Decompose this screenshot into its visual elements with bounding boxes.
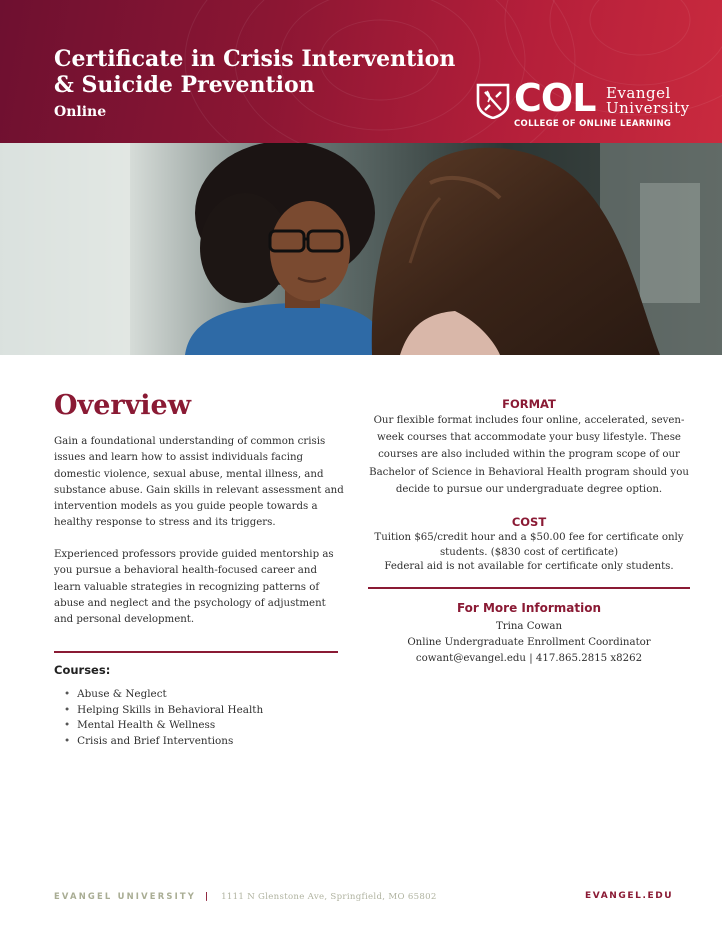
overview-paragraph-1: Gain a foundational understanding of common crisis issues and learn how to assist individuals facing domestic violence, sexual abuse, mental illness, and substance abuse. Gain skills in relevant assessment and intervention models as you guide people towards a healthy response to stress and its triggers.: [54, 436, 344, 529]
hero-photo: [0, 143, 722, 355]
list-item: • Helping Skills in Behavioral Health: [64, 703, 263, 719]
section-divider: [54, 651, 338, 653]
footer-address-line: [54, 891, 437, 902]
logo-abbrev: COL: [514, 76, 596, 120]
info-heading: For More Information: [456, 601, 602, 615]
shield-icon: [476, 83, 510, 119]
evangel-col-logo: [476, 76, 696, 130]
page-title: [54, 46, 455, 98]
title-line-2: & Suicide Prevention: [54, 72, 315, 98]
contact-block: [368, 619, 690, 667]
list-item: • Crisis and Brief Interventions: [64, 734, 263, 750]
footer-university: EVANGEL UNIVERSITY: [54, 891, 197, 901]
overview-heading: Overview: [54, 390, 191, 421]
title-line-1: Certificate in Crisis Intervention: [54, 46, 456, 72]
list-item: • Abuse & Neglect: [64, 687, 263, 703]
cost-line-1: Tuition $65/credit hour and a $50.00 fee for certificate only: [374, 532, 684, 543]
footer-website-link[interactable]: EVANGEL.EDU: [585, 891, 674, 901]
logo-university-line-1: Evangel: [606, 84, 671, 102]
cost-line-3: Federal aid is not available for certificate only students.: [384, 561, 674, 572]
cost-text: [368, 531, 690, 575]
logo-university-name: [606, 86, 690, 116]
courses-list: [64, 687, 263, 749]
format-text: Our flexible format includes four online, accelerated, seven-week courses that accommodate your busy lifestyle. These courses are also included within the program scope of our Bachelor of Science in Behavioral Health program should you decide to pursue our undergraduate degree option.: [369, 415, 689, 495]
page-subtitle: Online: [54, 104, 107, 120]
contact-name: Trina Cowan: [495, 621, 563, 632]
contact-role: Online Undergraduate Enrollment Coordinator: [407, 637, 651, 648]
header-banner: [0, 0, 722, 143]
logo-university-line-2: University: [606, 99, 690, 117]
logo-tagline: COLLEGE OF ONLINE LEARNING: [514, 119, 672, 129]
section-divider: [368, 587, 690, 589]
cost-heading: COST: [511, 515, 547, 529]
format-heading: FORMAT: [502, 397, 556, 411]
list-item: • Mental Health & Wellness: [64, 718, 263, 734]
contact-details[interactable]: cowant@evangel.edu | 417.865.2815 x8262: [415, 653, 643, 664]
cost-line-2: students. ($830 cost of certificate): [439, 546, 619, 558]
footer-separator: |: [204, 891, 211, 901]
courses-heading: Courses:: [54, 663, 111, 677]
overview-paragraph-2: Experienced professors provide guided mentorship as you pursue a behavioral health-focused career and learn valuable strategies in recognizing patterns of abuse and neglect and the psychology of adjustment and personal development.: [54, 549, 334, 626]
footer-address: 1111 N Glenstone Ave, Springfield, MO 65802: [221, 892, 437, 902]
